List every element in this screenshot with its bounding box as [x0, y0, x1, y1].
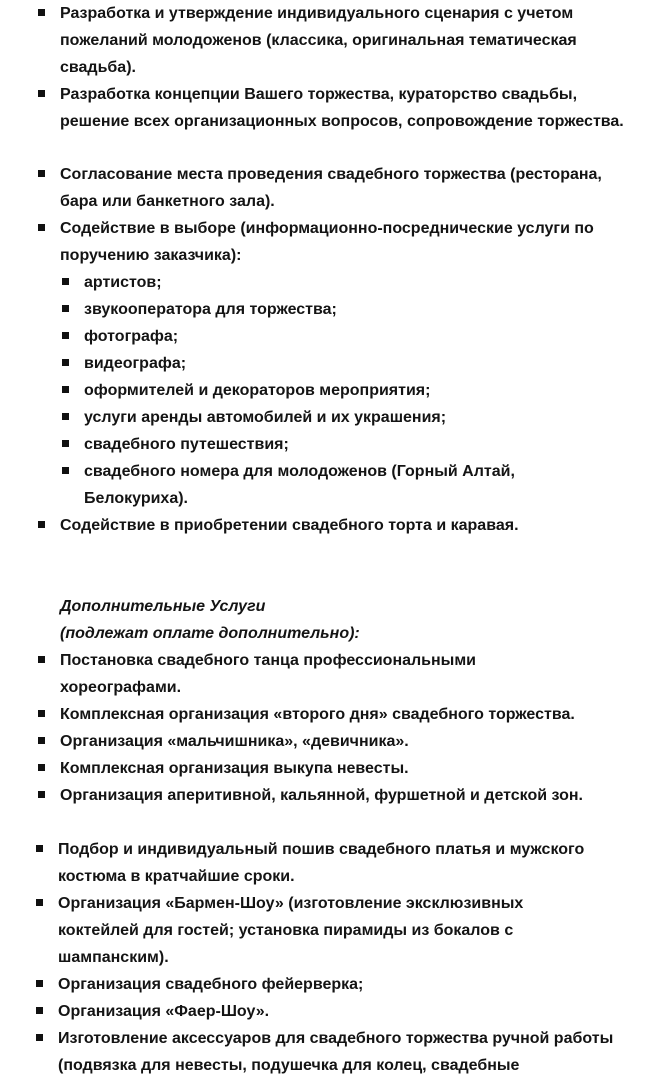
- sublist-item: [84, 404, 584, 431]
- sublist-item-text: фотографа;: [84, 328, 179, 345]
- sublist-item: [84, 458, 564, 512]
- list-item: [60, 0, 630, 81]
- list-item-text: Содействие в приобретении свадебного торта и каравая.: [60, 517, 519, 534]
- list-item-text: Содействие в выборе (информационно-посреднические услуги по поручению заказчика):: [60, 220, 594, 264]
- sublist-item-text: звукооператора для торжества;: [84, 301, 337, 318]
- list-item-text: Организация «Бармен-Шоу» (изготовление эксклюзивных коктейлей для гостей; установка пирамиды из бокалов с шампанским).: [58, 895, 524, 966]
- list-item-text: Комплексная организация выкупа невесты.: [60, 760, 409, 777]
- list-item: [60, 728, 630, 755]
- list-item: [60, 81, 630, 135]
- list-item-text: Согласование места проведения свадебного торжества (ресторана, бара или банкетного зала).: [60, 166, 602, 210]
- bullet-icon: [38, 710, 45, 717]
- list-item-text: Разработка и утверждение индивидуального сценария с учетом пожеланий молодоженов (классика, оригинальная тематическая свадьба).: [60, 5, 577, 76]
- list-item-text: Комплексная организация «второго дня» свадебного торжества.: [60, 706, 575, 723]
- bullet-icon: [36, 899, 43, 906]
- sublist-item: [84, 377, 584, 404]
- bullet-icon: [38, 170, 45, 177]
- list-item: [60, 161, 630, 215]
- bullet-icon: [62, 467, 69, 474]
- list-item: [60, 701, 645, 728]
- bullet-icon: [38, 791, 45, 798]
- bullet-icon: [36, 980, 43, 987]
- sublist-item: [84, 269, 584, 296]
- bullet-icon: [62, 305, 69, 312]
- bullet-icon: [36, 1007, 43, 1014]
- sublist-item: [84, 296, 584, 323]
- sublist-item: [84, 350, 584, 377]
- bullet-icon: [38, 737, 45, 744]
- list-item: [58, 971, 628, 998]
- additional-services-heading: Дополнительные Услуги: [60, 598, 266, 615]
- list-item-text: Организация аперитивной, кальянной, фуршетной и детской зон.: [60, 787, 583, 804]
- list-item: [60, 782, 600, 809]
- list-item-text: Постановка свадебного танца профессиональными хореографами.: [60, 652, 477, 696]
- bullet-icon: [62, 359, 69, 366]
- bullet-icon: [38, 764, 45, 771]
- bullet-icon: [38, 90, 45, 97]
- sublist-item-text: оформителей и декораторов мероприятия;: [84, 382, 431, 399]
- bullet-icon: [38, 521, 45, 528]
- sublist-item-text: услуги аренды автомобилей и их украшения;: [84, 409, 447, 426]
- bullet-icon: [38, 9, 45, 16]
- bullet-icon: [38, 224, 45, 231]
- list-item: [60, 215, 630, 269]
- bullet-icon: [36, 845, 43, 852]
- list-item: [58, 998, 628, 1025]
- bullet-icon: [36, 1034, 43, 1041]
- sublist-item-text: артистов;: [84, 274, 162, 291]
- sublist-item-text: свадебного путешествия;: [84, 436, 289, 453]
- additional-services-subheading: (подлежат оплате дополнительно):: [60, 625, 360, 642]
- bullet-icon: [38, 656, 45, 663]
- list-item-text: Разработка концепции Вашего торжества, кураторство свадьбы, решение всех организационных вопросов, сопровождение торжества.: [60, 86, 624, 130]
- list-item-text: Изготовление аксессуаров для свадебного торжества ручной работы (подвязка для невесты, подушечка для колец, свадебные: [58, 1030, 614, 1074]
- list-item: [58, 890, 588, 971]
- list-item: [60, 647, 510, 701]
- bullet-icon: [62, 440, 69, 447]
- list-item-text: Подбор и индивидуальный пошив свадебного платья и мужского костюма в кратчайшие сроки.: [58, 841, 585, 885]
- list-item: [58, 836, 618, 890]
- list-item-text: Организация «мальчишника», «девичника».: [60, 733, 409, 750]
- bullet-icon: [62, 413, 69, 420]
- list-item: [58, 1025, 628, 1079]
- sublist-item: [84, 323, 584, 350]
- list-item: [60, 512, 630, 539]
- sublist-item: [84, 431, 584, 458]
- sublist-item-text: свадебного номера для молодоженов (Горный Алтай, Белокуриха).: [84, 463, 515, 507]
- sublist-item-text: видеографа;: [84, 355, 187, 372]
- list-item-text: Организация свадебного фейерверка;: [58, 976, 364, 993]
- list-item-text: Организация «Фаер-Шоу».: [58, 1003, 270, 1020]
- bullet-icon: [62, 332, 69, 339]
- bullet-icon: [62, 386, 69, 393]
- list-item: [60, 755, 630, 782]
- bullet-icon: [62, 278, 69, 285]
